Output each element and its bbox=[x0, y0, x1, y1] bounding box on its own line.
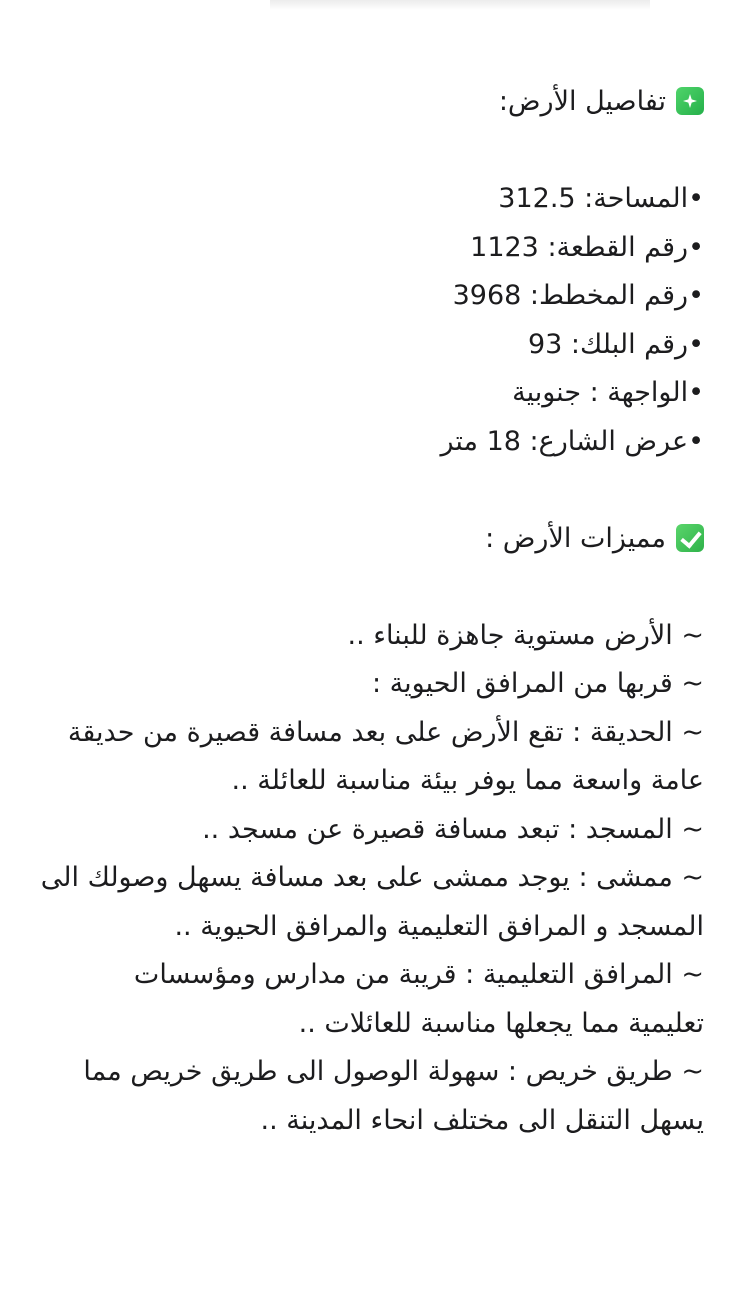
detail-item: •رقم القطعة: 1123 bbox=[470, 231, 704, 263]
detail-item: •رقم المخطط: 3968 bbox=[452, 280, 704, 311]
spacer bbox=[40, 127, 704, 176]
detail-item: •رقم البلك: 93 bbox=[527, 328, 704, 360]
details-heading-text: تفاصيل الأرض: bbox=[498, 86, 666, 117]
feature-line: المسجد و المرافق التعليمية والمرافق الحيوية .. bbox=[174, 910, 704, 942]
feature-line: يسهل التنقل الى مختلف انحاء المدينة .. bbox=[260, 1104, 704, 1136]
sparkles-icon bbox=[676, 87, 704, 115]
detail-item: •الواجهة : جنوبية bbox=[512, 377, 704, 408]
details-heading bbox=[40, 78, 704, 127]
spacer bbox=[40, 466, 704, 515]
feature-line: ~ ممشى : يوجد ممشى على بعد مسافة يسهل وصولك الى bbox=[40, 862, 704, 893]
feature-line: ~ المرافق التعليمية : قريبة من مدارس ومؤسسات bbox=[133, 959, 704, 990]
feature-line: عامة واسعة مما يوفر بيئة مناسبة للعائلة .. bbox=[231, 765, 704, 796]
feature-line: ~ قربها من المرافق الحيوية : bbox=[371, 668, 704, 699]
feature-line: ~ المسجد : تبعد مسافة قصيرة عن مسجد .. bbox=[202, 813, 704, 845]
feature-line: تعليمية مما يجعلها مناسبة للعائلات .. bbox=[298, 1007, 704, 1039]
check-mark-icon bbox=[676, 524, 704, 552]
feature-line: ~ طريق خريص : سهولة الوصول الى طريق خريص مما bbox=[83, 1056, 704, 1087]
detail-item: •عرض الشارع: 18 متر bbox=[440, 425, 704, 457]
features-heading-text: مميزات الأرض : bbox=[485, 522, 666, 554]
feature-line: ~ الأرض مستوية جاهزة للبناء .. bbox=[347, 619, 704, 651]
spacer bbox=[40, 563, 704, 612]
feature-line: ~ الحديقة : تقع الأرض على بعد مسافة قصيرة من حديقة bbox=[67, 716, 704, 748]
note-body[interactable] bbox=[40, 78, 704, 1145]
features-heading bbox=[40, 515, 704, 564]
detail-item: •المساحة: 312.5 bbox=[498, 183, 704, 214]
top-scroll-fade bbox=[270, 0, 650, 10]
